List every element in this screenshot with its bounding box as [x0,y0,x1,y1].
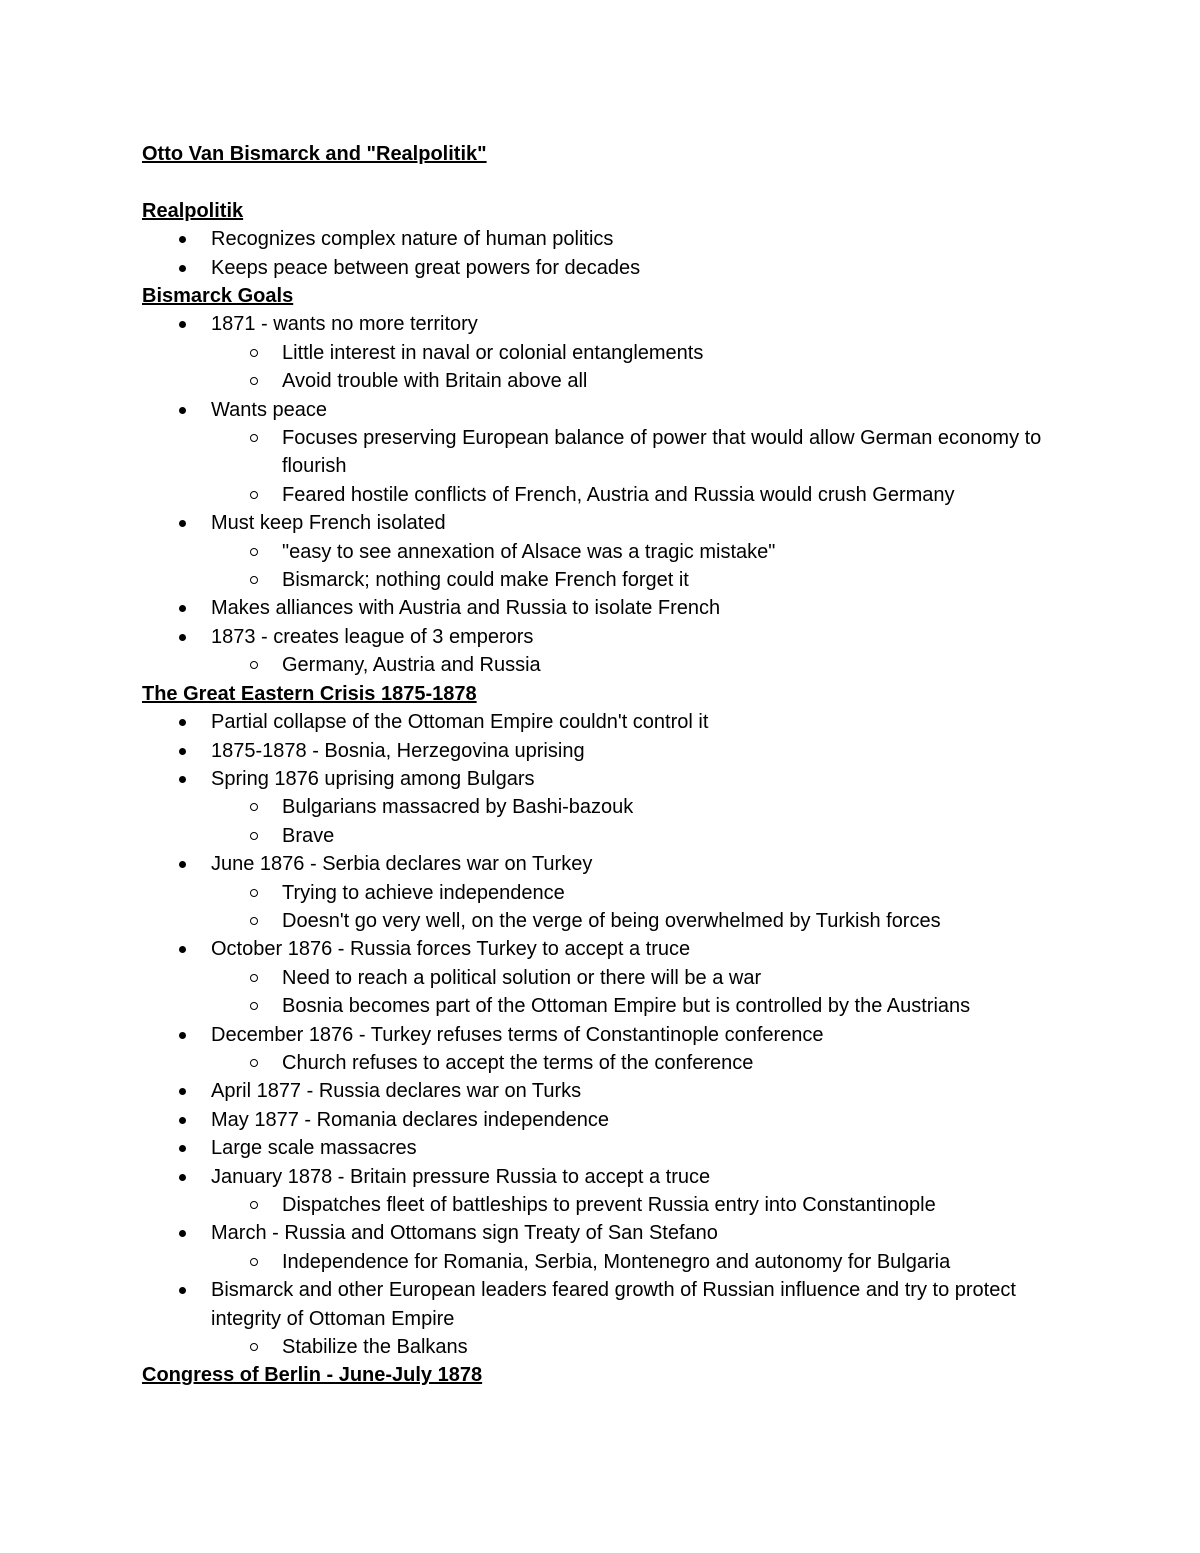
filled-bullet-icon [179,861,186,868]
sub-list-item-text: "easy to see annexation of Alsace was a tragic mistake" [282,540,776,563]
sub-bullet-list [211,964,1042,1021]
list-item-text: Makes alliances with Austria and Russia to isolate French [211,597,721,620]
filled-bullet-icon [179,236,186,243]
list-item [142,1077,1042,1105]
list-item-text: January 1878 - Britain pressure Russia to accept a truce [211,1165,711,1188]
sub-bullet-list [211,879,1042,936]
list-item-text: December 1876 - Turkey refuses terms of Constantinople conference [211,1023,824,1046]
list-item [142,1106,1042,1134]
sub-bullet-list [211,424,1042,509]
list-item-text: October 1876 - Russia forces Turkey to accept a truce [211,938,691,961]
list-item [142,765,1042,850]
sub-list-item-text: Bosnia becomes part of the Ottoman Empire but is controlled by the Austrians [282,995,971,1018]
filled-bullet-icon [179,946,186,953]
sub-bullet-list [211,1248,1042,1276]
list-item [142,623,1042,680]
hollow-bullet-icon [250,1343,258,1351]
sub-bullet-list [211,339,1042,396]
sub-list-item-text: Trying to achieve independence [282,881,565,904]
hollow-bullet-icon [250,1258,258,1266]
list-item-text: Partial collapse of the Ottoman Empire couldn't control it [211,711,709,734]
sub-list-item-text: Germany, Austria and Russia [282,654,541,677]
filled-bullet-icon [179,776,186,783]
list-item [142,1276,1042,1361]
section-heading: Bismarck Goals [142,285,294,307]
filled-bullet-icon [179,520,186,527]
list-item [142,396,1042,510]
list-item-text: Keeps peace between great powers for decades [211,256,641,279]
sub-list-item [142,793,1042,821]
hollow-bullet-icon [250,889,258,897]
list-item [142,737,1042,765]
list-item-text: Recognizes complex nature of human politics [211,228,614,251]
sub-list-item [142,1191,1042,1219]
filled-bullet-icon [179,605,186,612]
sub-list-item-text: Avoid trouble with Britain above all [282,370,588,393]
sub-list-item [142,1049,1042,1077]
list-item-text: Large scale massacres [211,1137,417,1160]
list-item-text: Must keep French isolated [211,512,446,535]
sub-list-item-text: Focuses preserving European balance of power that would allow German economy to flourish [282,427,1042,478]
hollow-bullet-icon [250,377,258,385]
sub-list-item-text: Brave [282,824,335,847]
section-heading: Realpolitik [142,199,244,222]
sub-list-item [142,992,1042,1020]
filled-bullet-icon [179,407,186,414]
hollow-bullet-icon [250,803,258,811]
section-heading: The Great Eastern Crisis 1875-1878 [142,682,477,705]
list-item-text: March - Russia and Ottomans sign Treaty of San Stefano [211,1222,718,1245]
hollow-bullet-icon [250,576,258,584]
section [142,1361,1042,1389]
list-item [142,594,1042,622]
section [142,282,1042,680]
sub-list-item [142,879,1042,907]
sections-container [142,197,1042,1390]
hollow-bullet-icon [250,349,258,357]
sub-list-item [142,339,1042,367]
sub-list-item-text: Church refuses to accept the terms of the conference [282,1051,754,1074]
sub-list-item-text: Stabilize the Balkans [282,1336,468,1359]
list-item [142,1163,1042,1220]
list-item-text: June 1876 - Serbia declares war on Turkey [211,853,593,876]
sub-bullet-list [211,1049,1042,1077]
document-title: Otto Van Bismarck and "Realpolitik" [142,143,487,165]
sub-list-item [142,651,1042,679]
sub-list-item-text: Doesn't go very well, on the verge of being overwhelmed by Turkish forces [282,909,941,932]
list-item-text: Spring 1876 uprising among Bulgars [211,767,535,790]
sub-list-item [142,566,1042,594]
blank-line [142,168,1042,196]
list-item-text: April 1877 - Russia declares war on Turks [211,1080,582,1103]
hollow-bullet-icon [250,491,258,499]
filled-bullet-icon [179,1174,186,1181]
list-item [142,850,1042,935]
list-item [142,254,1042,282]
sub-list-item [142,822,1042,850]
hollow-bullet-icon [250,661,258,669]
hollow-bullet-icon [250,974,258,982]
document-body [142,140,1042,1390]
sub-bullet-list [211,538,1042,595]
sub-list-item [142,1333,1042,1361]
filled-bullet-icon [179,265,186,272]
sub-list-item [142,424,1042,481]
filled-bullet-icon [179,1230,186,1237]
sub-list-item-text: Need to reach a political solution or there will be a war [282,966,762,989]
bullet-list [142,708,1042,1361]
list-item [142,1021,1042,1078]
filled-bullet-icon [179,1117,186,1124]
hollow-bullet-icon [250,1201,258,1209]
filled-bullet-icon [179,1287,186,1294]
sub-list-item-text: Bismarck; nothing could make French forget it [282,569,689,592]
sub-list-item-text: Dispatches fleet of battleships to prevent Russia entry into Constantinople [282,1194,936,1216]
list-item-text: May 1877 - Romania declares independence [211,1108,610,1131]
section [142,197,1042,282]
section [142,680,1042,1362]
hollow-bullet-icon [250,548,258,556]
filled-bullet-icon [179,1088,186,1095]
sub-list-item-text: Feared hostile conflicts of French, Austria and Russia would crush Germany [282,483,955,506]
sub-bullet-list [211,651,1042,679]
sub-bullet-list [211,1333,1042,1361]
section-heading: Congress of Berlin - June-July 1878 [142,1364,483,1387]
list-item [142,310,1042,395]
list-item [142,935,1042,1020]
filled-bullet-icon [179,1145,186,1152]
sub-list-item [142,1248,1042,1276]
sub-list-item [142,907,1042,935]
sub-list-item [142,538,1042,566]
list-item [142,225,1042,253]
list-item [142,1219,1042,1276]
filled-bullet-icon [179,634,186,641]
hollow-bullet-icon [250,1002,258,1010]
list-item-text: Bismarck and other European leaders feared growth of Russian influence and try to protect integrity of Ottoman Empire [211,1279,1016,1330]
sub-bullet-list [211,1191,1042,1219]
hollow-bullet-icon [250,832,258,840]
hollow-bullet-icon [250,434,258,442]
sub-list-item [142,367,1042,395]
list-item-text: 1873 - creates league of 3 emperors [211,625,534,648]
list-item [142,708,1042,736]
bullet-list [142,225,1042,282]
sub-bullet-list [211,793,1042,850]
list-item-text: 1871 - wants no more territory [211,313,478,336]
list-item [142,509,1042,594]
filled-bullet-icon [179,321,186,328]
filled-bullet-icon [179,1032,186,1039]
sub-list-item [142,964,1042,992]
sub-list-item [142,481,1042,509]
hollow-bullet-icon [250,1059,258,1067]
sub-list-item-text: Little interest in naval or colonial entanglements [282,341,704,364]
list-item-text: Wants peace [211,398,327,421]
sub-list-item-text: Bulgarians massacred by Bashi-bazouk [282,796,634,819]
sub-list-item-text: Independence for Romania, Serbia, Montenegro and autonomy for Bulgaria [282,1250,951,1273]
list-item [142,1134,1042,1162]
filled-bullet-icon [179,748,186,755]
hollow-bullet-icon [250,917,258,925]
filled-bullet-icon [179,719,186,726]
list-item-text: 1875-1878 - Bosnia, Herzegovina uprising [211,739,585,762]
bullet-list [142,310,1042,679]
